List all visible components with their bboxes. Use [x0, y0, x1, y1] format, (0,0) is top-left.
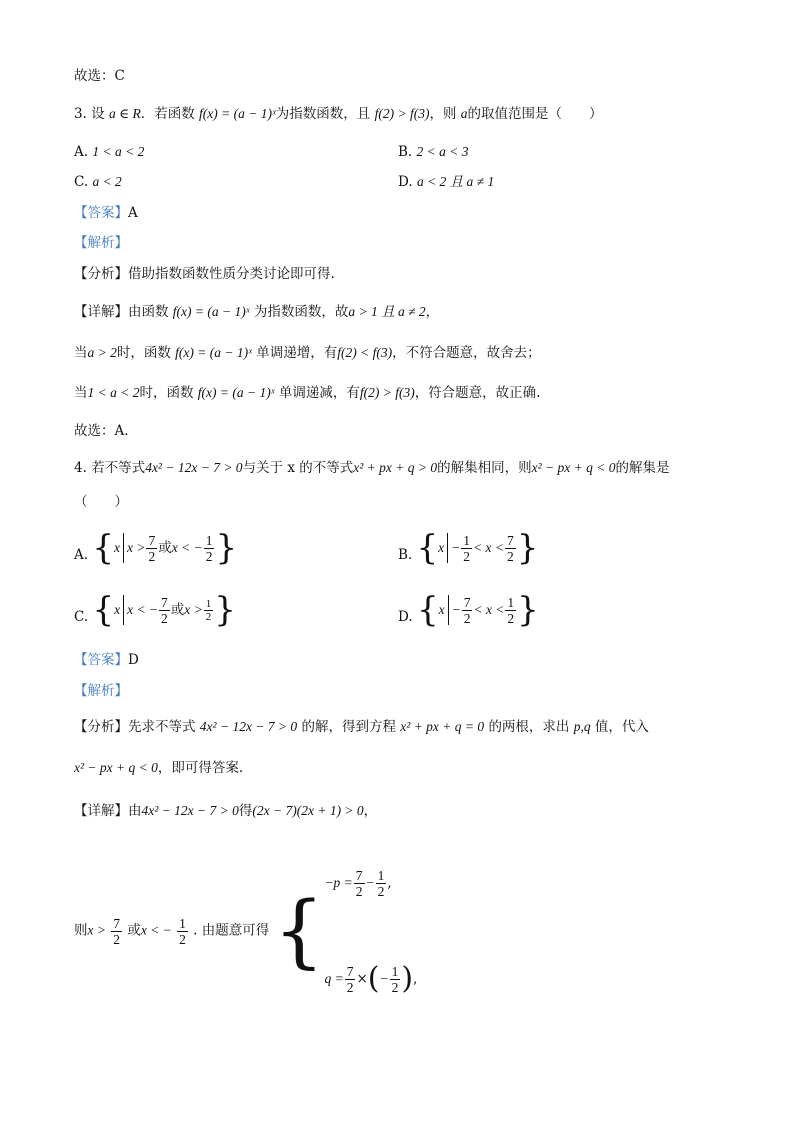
- q2-conclusion: 故选：C: [74, 68, 125, 84]
- set-expression: { x x > $\frac{7}{2}$ 或 x < − $\frac{1}{2}$ }: [92, 528, 238, 568]
- equation-system: { −p = $\frac{7}{2}$ − $\frac{1}{2}$ , q = $\frac{7}{2}$ × ( − $\frac{1}{2}$ ) ,: [274, 838, 418, 1024]
- q4-option-d: D. { x − $\frac{7}{2}$ < x < $\frac{1}{2}$ }: [398, 590, 539, 630]
- q3-analysis-tag: 【解析】: [74, 235, 128, 251]
- q4-stem: 4. 若不等式4x² − 12x − 7 > 0与关于 x 的不等式x² + px + q > 0的解集相同，则x² − px + q < 0的解集是: [74, 460, 670, 476]
- q4-fenxi-1: 【分析】先求不等式 4x² − 12x − 7 > 0 的解，得到方程 x² + px + q = 0 的两根，求出 p,q 值，代入: [74, 719, 649, 735]
- q3-detail-2: 当a > 2时，函数 f(x) = (a − 1)ˣ 单调递增，有f(2) < f(3)，不符合题意，故舍去；: [74, 345, 541, 361]
- q3-stem: 3. 设 a ∈ R．若函数 f(x) = (a − 1)ˣ为指数函数，且 f(2) > f(3)，则 a的取值范围是（ ）: [74, 106, 603, 122]
- q3-detail-1: 【详解】由函数 f(x) = (a − 1)ˣ 为指数函数，故a > 1 且 a ≠ 2，: [74, 304, 440, 320]
- q4-fenxi-2: x² − px + q < 0，即可得答案.: [74, 760, 244, 776]
- q4-paren: （ ）: [74, 494, 128, 510]
- q3-answer: 【答案】A: [74, 205, 138, 221]
- q4-option-c: C. { x x < − $\frac{7}{2}$ 或 x > $\frac{1}{2}$ }: [74, 590, 236, 630]
- system-row-q: q = $\frac{7}{2}$ × ( − $\frac{1}{2}$ ) ,: [324, 961, 418, 996]
- q4-option-b: B. { x − $\frac{1}{2}$ < x < $\frac{7}{2}$ }: [398, 528, 539, 568]
- set-expression: { x − $\frac{1}{2}$ < x < $\frac{7}{2}$ }: [416, 528, 539, 568]
- q3-option-a: A. 1 < a < 2: [74, 144, 145, 160]
- q4-detail-1: 【详解】由4x² − 12x − 7 > 0得(2x − 7)(2x + 1) > 0，: [74, 803, 378, 819]
- q3-detail-3: 当1 < a < 2时，函数 f(x) = (a − 1)ˣ 单调递减，有f(2) > f(3)，符合题意，故正确.: [74, 385, 541, 401]
- q4-detail-2: 则x > $\frac{7}{2}$ 或x < − $\frac{1}{2}$ . 由题意可得 { −p = $\frac{7}{2}$ − $\frac{1}{2}$ , q = $\frac{7}{2}$ × ( − $\frac{1}{2}$ ) ,: [74, 838, 417, 1024]
- q4-analysis-tag: 【解析】: [74, 683, 128, 699]
- set-expression: { x − $\frac{7}{2}$ < x < $\frac{1}{2}$ }: [416, 590, 539, 630]
- q3-option-d: D. a < 2 且 a ≠ 1: [398, 174, 495, 190]
- q3-option-c: C. a < 2: [74, 174, 122, 190]
- q3-conclusion: 故选：A.: [74, 423, 129, 439]
- set-expression: { x x < − $\frac{7}{2}$ 或 x > $\frac{1}{2}$ }: [92, 590, 236, 630]
- q4-answer: 【答案】D: [74, 652, 139, 668]
- q4-option-a: A. { x x > $\frac{7}{2}$ 或 x < − $\frac{1}{2}$ }: [74, 528, 238, 568]
- q3-option-b: B. 2 < a < 3: [398, 144, 469, 160]
- system-row-p: −p = $\frac{7}{2}$ − $\frac{1}{2}$ ,: [324, 867, 392, 899]
- q3-fenxi: 【分析】借助指数函数性质分类讨论即可得.: [74, 266, 335, 282]
